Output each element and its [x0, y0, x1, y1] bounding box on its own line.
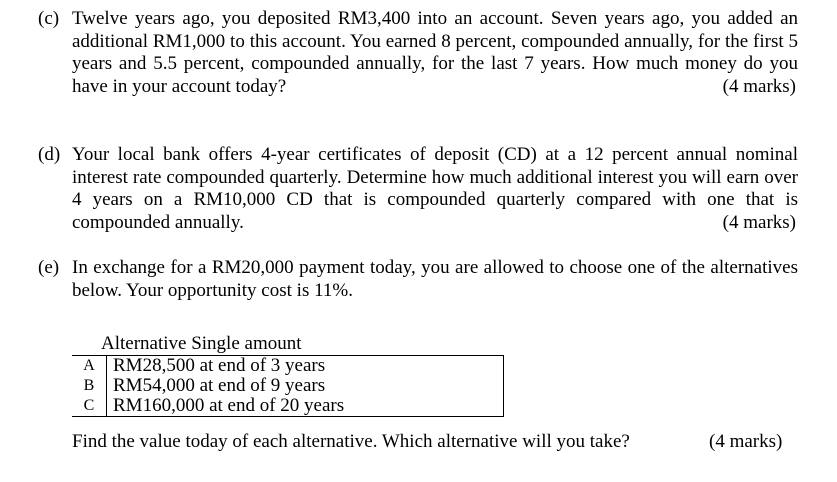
question-e [38, 257, 798, 302]
alternative-amount: RM160,000 at end of 20 years [107, 396, 504, 417]
question-e-marks: (4 marks) [709, 431, 783, 452]
question-d [38, 144, 798, 234]
table-row [72, 396, 504, 417]
alternative-amount: RM54,000 at end of 9 years [107, 376, 504, 396]
question-e-prompt: Find the value today of each alternative. Which alternative will you take? [72, 431, 630, 452]
alternative-amount: RM28,500 at end of 3 years [107, 356, 504, 377]
alternatives-table-header: Alternative Single amount [101, 333, 302, 354]
alternative-letter: C [72, 396, 107, 417]
question-e-label: (e) [38, 257, 60, 278]
question-c-label: (c) [38, 8, 60, 29]
question-c-text: Twelve years ago, you deposited RM3,400 into an account. Seven years ago, you added an additional RM1,000 to this account. You earned 8 percent, compounded annually, for the first 5 years and 5.5 percent, compounded annually, for the last 7 years. How much money do you have in your account today? [72, 8, 798, 97]
question-c [38, 8, 798, 98]
table-row [72, 376, 504, 396]
question-e-text: In exchange for a RM20,000 payment today, you are allowed to choose one of the alternatives below. Your opportunity cost is 11%. [72, 257, 798, 301]
question-d-marks: (4 marks) [722, 211, 796, 233]
question-c-marks: (4 marks) [722, 75, 796, 97]
alternative-letter: B [72, 376, 107, 396]
alternatives-table [72, 355, 504, 417]
alternative-letter: A [72, 356, 107, 377]
question-d-label: (d) [38, 144, 61, 165]
table-row [72, 356, 504, 377]
question-d-text: Your local bank offers 4-year certificates of deposit (CD) at a 12 percent annual nominal interest rate compounded quarterly. Determine how much additional interest you will earn over 4 years on a RM10,000 CD that is compounded quarterly compared with one that is compounded annually. [72, 144, 798, 233]
